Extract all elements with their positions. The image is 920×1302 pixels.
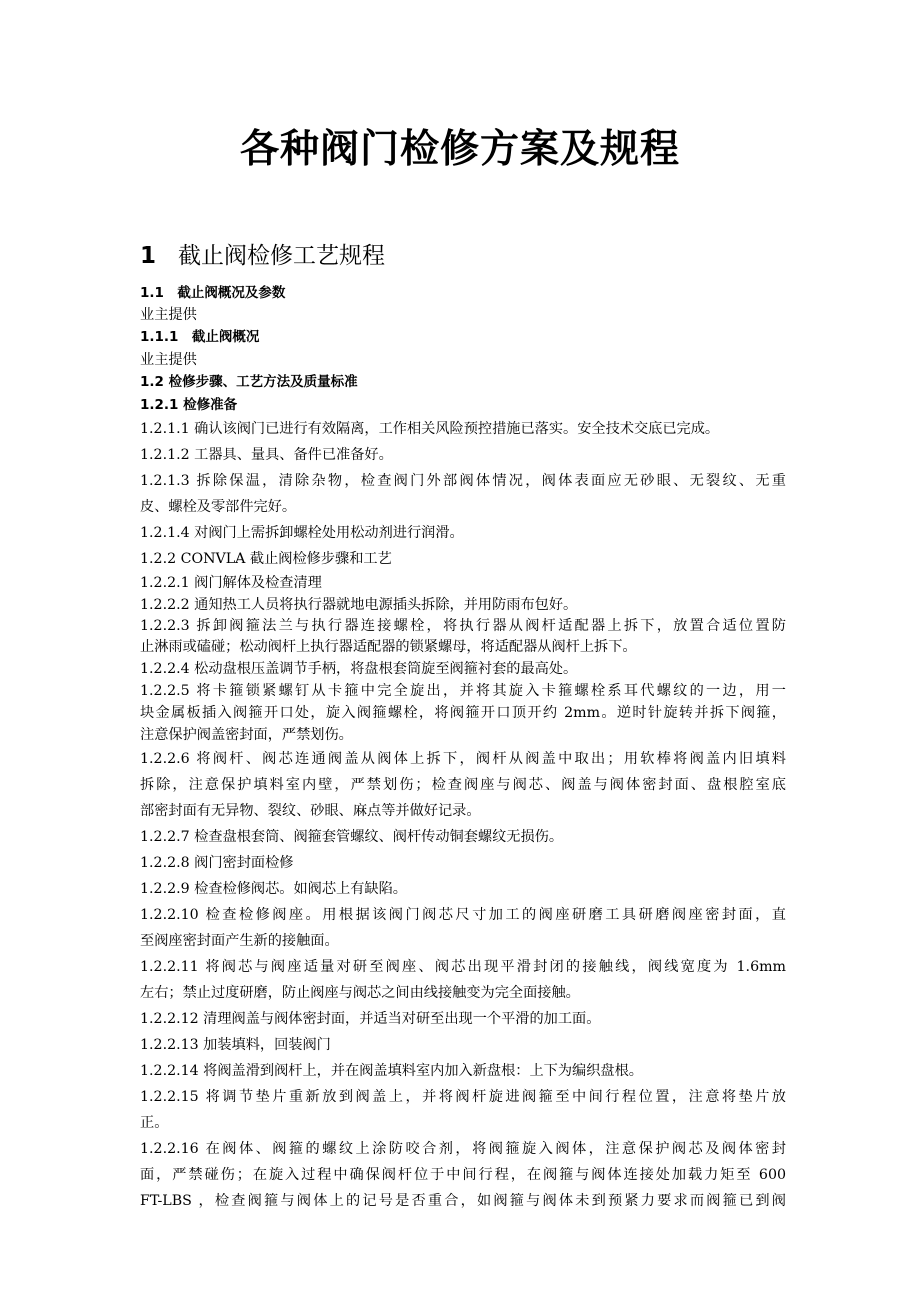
paragraph-line: 1.2.2.4 松动盘根压盖调节手柄，将盘根套筒旋至阀箍衬套的最高处。 (140, 661, 578, 677)
paragraph-line: 1.2.2.12 清理阀盖与阀体密封面，并适当对研至出现一个平滑的加工面。 (140, 1011, 601, 1027)
paragraph-line: 1.2.2.5 将卡箍锁紧螺钉从卡箍中完全旋出，并将其旋入卡箍螺栓系耳代螺纹的一边，用一 (140, 683, 786, 699)
paragraph-line: 1.2.2.2 通知热工人员将执行器就地电源插头拆除，并用防雨布包好。 (140, 597, 578, 613)
section-1-heading-text: 截止阀检修工艺规程 (178, 243, 385, 269)
paragraph-line: 1.2.2.7 检查盘根套筒、阀箍套管螺纹、阀杆传动铜套螺纹无损伤。 (140, 829, 564, 845)
paragraph-line: 1.2.2.6 将阀杆、阀芯连通阀盖从阀体上拆下，阀杆从阀盖中取出；用软棒将阀盖内旧填料 (140, 751, 786, 767)
paragraph-line: 块金属板插入阀箍开口处，旋入阀箍螺栓，将阀箍开口顶开约 2mm。逆时针旋转并拆下阀箍， (140, 705, 786, 721)
paragraph-line: FT-LBS ，检查阀箍与阀体上的记号是否重合，如阀箍与阀体未到预紧力要求而阀箍已到阀 (140, 1193, 786, 1209)
paragraph-line: 拆除，注意保护填料室内壁，严禁划伤；检查阀座与阀芯、阀盖与阀体密封面、盘根腔室底 (140, 777, 786, 793)
paragraph-line: 1.2.2.13 加装填料，回装阀门 (140, 1037, 331, 1053)
paragraph-line: 1.2.1.3 拆除保温，清除杂物，检查阀门外部阀体情况，阀体表面应无砂眼、无裂纹、无重 (140, 473, 786, 489)
section-1-number: 1 (140, 243, 157, 269)
paragraph-line: 部密封面有无异物、裂纹、砂眼、麻点等并做好记录。 (140, 803, 481, 819)
paragraph-line: 1.2.2.8 阀门密封面检修 (140, 855, 294, 871)
paragraph-line: 止淋雨或磕碰；松动阀杆上执行器适配器的锁紧螺母，将适配器从阀杆上拆下。 (140, 639, 637, 655)
paragraph-line: 注意保护阀盖密封面，严禁划伤。 (140, 727, 353, 743)
paragraph-line: 1.2.2.3 拆卸阀箍法兰与执行器连接螺栓，将执行器从阀杆适配器上拆下，放置合适位置防 (140, 618, 786, 634)
paragraph-line: 1.2.2.11 将阀芯与阀座适量对研至阀座、阀芯出现平滑封闭的接触线，阀线宽度为 1.6mm (140, 959, 786, 975)
paragraph-line: 面，严禁碰伤；在旋入过程中确保阀杆位于中间行程，在阀箍与阀体连接处加载力矩至 600 (140, 1167, 786, 1183)
document-title: 各种阀门检修方案及规程 (239, 127, 680, 172)
document-body (140, 282, 786, 1214)
paragraph-line: 1.2.2 CONVLA 截止阀检修步骤和工艺 (140, 551, 392, 567)
paragraph-line: 1.2.2.1 阀门解体及检查清理 (140, 575, 322, 591)
paragraph-line: 至阀座密封面产生新的接触面。 (140, 933, 339, 949)
paragraph-line: 1.2.2.16 在阀体、阀箍的螺纹上涂防咬合剂，将阀箍旋入阀体，注意保护阀芯及阀体密封 (140, 1141, 786, 1157)
paragraph-line: 1.2.1.2 工器具、量具、备件已准备好。 (140, 447, 393, 463)
section-1-heading (140, 238, 385, 274)
paragraph-line: 皮、螺栓及零部件完好。 (140, 499, 297, 515)
paragraph-line: 1.2.1.4 对阀门上需拆卸螺栓处用松动剂进行润滑。 (140, 525, 464, 541)
paragraph-line: 正。 (140, 1115, 169, 1131)
paragraph-line: 1.2.2.15 将调节垫片重新放到阀盖上，并将阀杆旋进阀箍至中间行程位置，注意将垫片放 (140, 1089, 786, 1105)
paragraph-line: 1.2.2.9 检查检修阀芯。如阀芯上有缺陷。 (140, 881, 407, 897)
paragraph-line: 1.2.1.1 确认该阀门已进行有效隔离，工作相关风险预控措施已落实。安全技术交底已完成。 (140, 421, 720, 437)
subsection-heading: 1.1.1 截止阀概况 (140, 329, 260, 345)
paragraph-line: 1.2.2.10 检查检修阀座。用根据该阀门阀芯尺寸加工的阀座研磨工具研磨阀座密封面，直 (140, 907, 786, 923)
subsection-heading: 1.2.1 检修准备 (140, 397, 238, 413)
paragraph-line: 左右；禁止过度研磨，防止阀座与阀芯之间由线接触变为完全面接触。 (140, 985, 580, 1001)
subsection-heading: 1.2 检修步骤、工艺方法及质量标准 (140, 374, 358, 390)
body-line: 业主提供 (140, 307, 197, 323)
paragraph-line: 1.2.2.14 将阀盖滑到阀杆上，并在阀盖填料室内加入新盘根：上下为编织盘根。 (140, 1063, 643, 1079)
body-line: 业主提供 (140, 352, 197, 368)
subsection-heading: 1.1 截止阀概况及参数 (140, 285, 286, 301)
